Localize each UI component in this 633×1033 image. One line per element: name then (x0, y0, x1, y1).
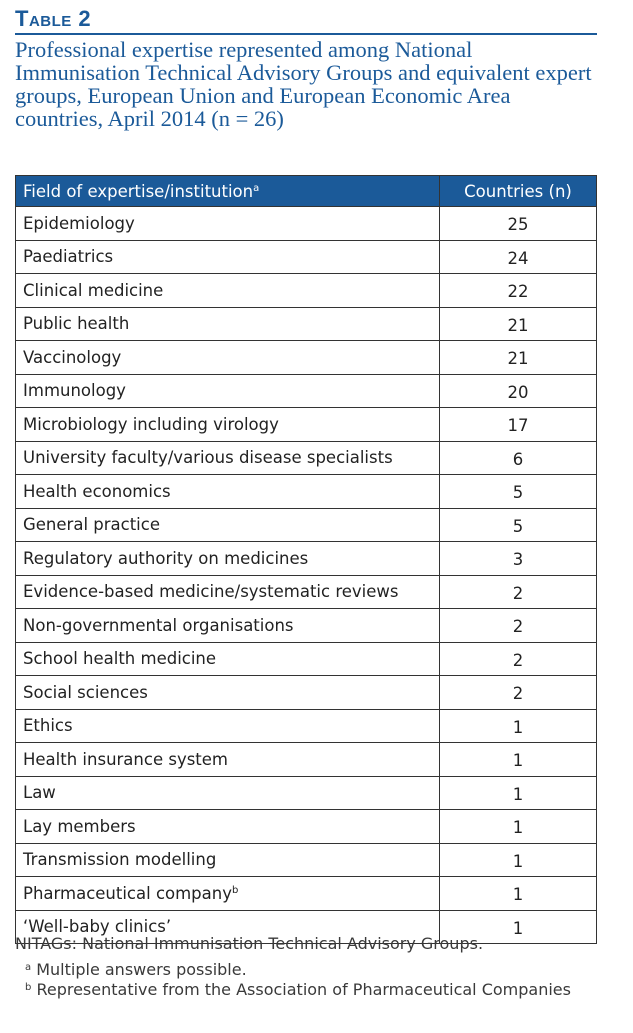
count-cell: 2 (440, 609, 597, 643)
table-row (16, 240, 597, 274)
field-cell (16, 341, 440, 375)
field-label: Epidemiology (23, 213, 135, 233)
footnote-abbreviation: NITAGs: National Immunisation Technical Advisory Groups. (15, 934, 484, 953)
count-cell: 5 (440, 475, 597, 509)
field-label: Social sciences (23, 682, 148, 702)
field-label: Vaccinology (23, 347, 122, 367)
field-label: Microbiology including virology (23, 414, 279, 434)
field-label: Transmission modelling (23, 850, 217, 870)
field-label: Paediatrics (23, 247, 114, 267)
column-header-field-label: Field of expertise/institution (23, 181, 254, 201)
footnote-a (15, 960, 615, 980)
footnote-b-marker: b (25, 982, 32, 993)
table-caption: Professional expertise represented among National Immunisation Technical Advisory Groups and equivalent expert groups, European Union and European Economic Area countries, April 2014 (n = 26) (15, 37, 592, 131)
field-cell (16, 207, 440, 241)
field-cell (16, 843, 440, 877)
table-row (16, 307, 597, 341)
field-label: Health economics (23, 481, 171, 501)
table-row (16, 441, 597, 475)
field-cell (16, 609, 440, 643)
field-label: Health insurance system (23, 749, 228, 769)
table-row (16, 709, 597, 743)
footnote-marker-a: a (253, 182, 260, 194)
field-cell (16, 642, 440, 676)
count-cell: 3 (440, 542, 597, 576)
field-label: Regulatory authority on medicines (23, 548, 309, 568)
table-row (16, 475, 597, 509)
column-header-countries: Countries (n) (440, 176, 597, 207)
field-label: ‘Well-baby clinics’ (23, 917, 172, 937)
field-cell (16, 274, 440, 308)
count-cell: 25 (440, 207, 597, 241)
count-cell: 20 (440, 374, 597, 408)
field-label: Law (23, 783, 56, 803)
count-cell: 21 (440, 341, 597, 375)
field-cell (16, 508, 440, 542)
table-header (15, 6, 597, 130)
table-header-row (16, 176, 597, 207)
field-cell (16, 709, 440, 743)
field-label: Pharmaceutical company (23, 883, 232, 903)
table-row (16, 642, 597, 676)
field-label: Non-governmental organisations (23, 615, 294, 635)
count-cell: 1 (440, 776, 597, 810)
field-cell (16, 676, 440, 710)
table-row (16, 207, 597, 241)
field-cell (16, 475, 440, 509)
count-cell: 17 (440, 408, 597, 442)
table-row (16, 508, 597, 542)
count-cell: 1 (440, 709, 597, 743)
count-cell: 2 (440, 676, 597, 710)
count-cell: 6 (440, 441, 597, 475)
footnote-a-text: Multiple answers possible. (31, 960, 247, 979)
table-row (16, 274, 597, 308)
count-cell: 1 (440, 743, 597, 777)
field-label: Immunology (23, 381, 126, 401)
field-label: University faculty/various disease specialists (23, 448, 393, 468)
field-label: School health medicine (23, 649, 217, 669)
footnote-b-text: Representative from the Association of Pharmaceutical Companies (31, 980, 571, 999)
count-cell: 2 (440, 575, 597, 609)
field-cell (16, 810, 440, 844)
field-cell (16, 877, 440, 911)
table-row (16, 810, 597, 844)
field-cell (16, 542, 440, 576)
count-cell: 5 (440, 508, 597, 542)
table-row (16, 341, 597, 375)
table-row (16, 575, 597, 609)
table-row (16, 676, 597, 710)
table-row (16, 609, 597, 643)
table-row (16, 776, 597, 810)
count-cell: 1 (440, 910, 597, 944)
column-header-field (16, 176, 440, 207)
field-cell (16, 307, 440, 341)
field-cell (16, 408, 440, 442)
field-cell (16, 743, 440, 777)
table-row (16, 743, 597, 777)
count-cell: 1 (440, 877, 597, 911)
table-row (16, 408, 597, 442)
field-label: Evidence-based medicine/systematic reviews (23, 582, 399, 602)
field-label: General practice (23, 515, 160, 535)
count-cell: 1 (440, 843, 597, 877)
field-label: Clinical medicine (23, 280, 164, 300)
field-label: Public health (23, 314, 130, 334)
table-row (16, 374, 597, 408)
count-cell: 21 (440, 307, 597, 341)
table-label: Table 2 (15, 6, 597, 35)
footnote-a-marker: a (25, 962, 32, 973)
footnote-b (15, 980, 615, 1000)
field-label: Lay members (23, 816, 136, 836)
table-row (16, 843, 597, 877)
expertise-table (15, 175, 597, 944)
field-cell (16, 441, 440, 475)
field-cell (16, 776, 440, 810)
field-label: Ethics (23, 716, 73, 736)
count-cell: 24 (440, 240, 597, 274)
table-row (16, 877, 597, 911)
count-cell: 22 (440, 274, 597, 308)
footnote-marker-b: b (232, 884, 239, 896)
table-body (16, 207, 597, 944)
field-cell (16, 240, 440, 274)
count-cell: 2 (440, 642, 597, 676)
table-row (16, 542, 597, 576)
field-cell (16, 374, 440, 408)
count-cell: 1 (440, 810, 597, 844)
table-footnotes (15, 934, 615, 1000)
field-cell (16, 575, 440, 609)
